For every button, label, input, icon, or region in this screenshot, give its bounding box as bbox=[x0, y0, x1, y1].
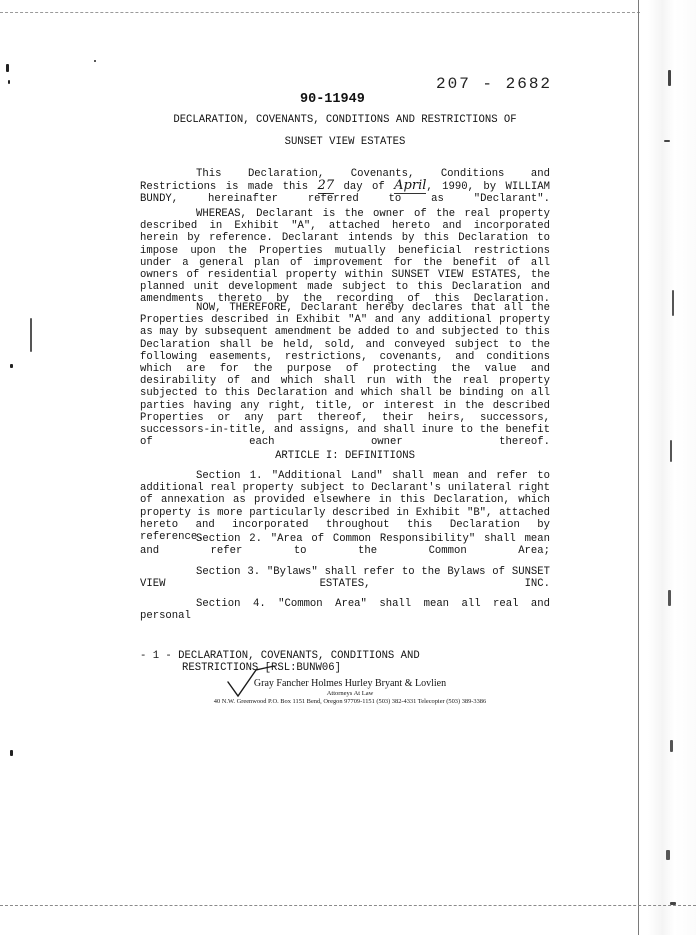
now-therefore-paragraph: NOW, THEREFORE, Declarant hereby declares that all the Properties described in Exhibit "A" and any additional property as may by subsequent amendment be added to and subjected to this Declaration shall be held, sold, and conveyed subject to the following easements, restrictions, covenants, and conditions which are for the purpose of protecting the value and desirability of and which shall run with the real property subjected to this Declaration and which shall be binding on all parties having any right, title, or interest in the described Properties or any part thereof, their heirs, successors, successors-in-title, and assigns, and shall inure to the benefit of each owner thereof. bbox=[140, 302, 550, 449]
recording-stamp-number: 207 - 2682 bbox=[436, 75, 553, 93]
scan-speck bbox=[666, 850, 670, 860]
scan-speck bbox=[668, 590, 671, 606]
scan-speck bbox=[8, 80, 10, 84]
law-firm-address: 40 N.W. Greenwood P.O. Box 1151 Bend, Oregon 97709-1151 (503) 382-4331 Telecopier (503) 389-3386 bbox=[213, 698, 487, 705]
section-1: Section 1. "Additional Land" shall mean and refer to additional real property subject to Declarant's unilateral right of annexation as provided elsewhere in this Declaration, which property is more particularly described in Exhibit "B", attached hereto and incorporated throughout this Declaration by reference. bbox=[140, 470, 550, 544]
document-number: 90-11949 bbox=[300, 92, 365, 107]
intro-text-3: , 1990, by WILLIAM BUNDY, hereinafter referred to as "Declarant". bbox=[140, 181, 551, 206]
scan-speck bbox=[10, 364, 13, 368]
scan-speck bbox=[6, 64, 9, 72]
intro-text-2: day of bbox=[334, 181, 395, 194]
scan-speck bbox=[670, 440, 672, 462]
document-subtitle: SUNSET VIEW ESTATES bbox=[284, 136, 406, 148]
article-heading: ARTICLE I: DEFINITIONS bbox=[275, 450, 415, 462]
scan-speck bbox=[670, 740, 673, 752]
section-2: Section 2. "Area of Common Responsibility" shall mean and refer to the Common Area; bbox=[140, 533, 550, 558]
scan-speck bbox=[10, 750, 13, 756]
document-title: DECLARATION, COVENANTS, CONDITIONS AND RESTRICTIONS OF bbox=[173, 114, 517, 126]
scan-margin-right bbox=[648, 0, 696, 935]
section-3: Section 3. "Bylaws" shall refer to the Bylaws of SUNSET VIEW ESTATES, INC. bbox=[140, 566, 550, 591]
law-firm-subtitle: Attorneys At Law bbox=[326, 690, 374, 697]
page-edge-line bbox=[638, 0, 639, 935]
scan-speck bbox=[94, 60, 96, 62]
page-footer-line2: RESTRICTIONS [RSL:BUNW06] bbox=[182, 662, 341, 674]
scan-speck bbox=[30, 318, 32, 352]
scan-edge-bottom bbox=[0, 905, 696, 906]
intro-text-1: This Declaration, Covenants, Conditions and Restrictions is made this bbox=[140, 168, 550, 194]
scan-edge-top bbox=[0, 12, 640, 13]
section-4: Section 4. "Common Area" shall mean all real and personal bbox=[140, 598, 550, 623]
handwritten-day: 27 bbox=[317, 178, 335, 194]
scan-speck bbox=[672, 290, 674, 316]
scan-speck bbox=[668, 70, 671, 86]
whereas-paragraph: WHEREAS, Declarant is the owner of the real property described in Exhibit "A", attached hereto and incorporated herein by reference. Declarant intends by this Declaration to impose upon the Properties mutually beneficial restrictions under a general plan of improvement for the benefit of all owners of residential property within SUNSET VIEW ESTATES, the planned unit development made subject to this Declaration and amendments thereto by the recording of this Declaration. bbox=[140, 208, 550, 306]
handwritten-month: April bbox=[394, 178, 427, 194]
law-firm-name: Gray Fancher Holmes Hurley Bryant & Lovlien bbox=[253, 678, 447, 689]
scan-speck bbox=[664, 140, 670, 142]
page-footer-line1: - 1 - DECLARATION, COVENANTS, CONDITIONS AND bbox=[140, 650, 420, 662]
